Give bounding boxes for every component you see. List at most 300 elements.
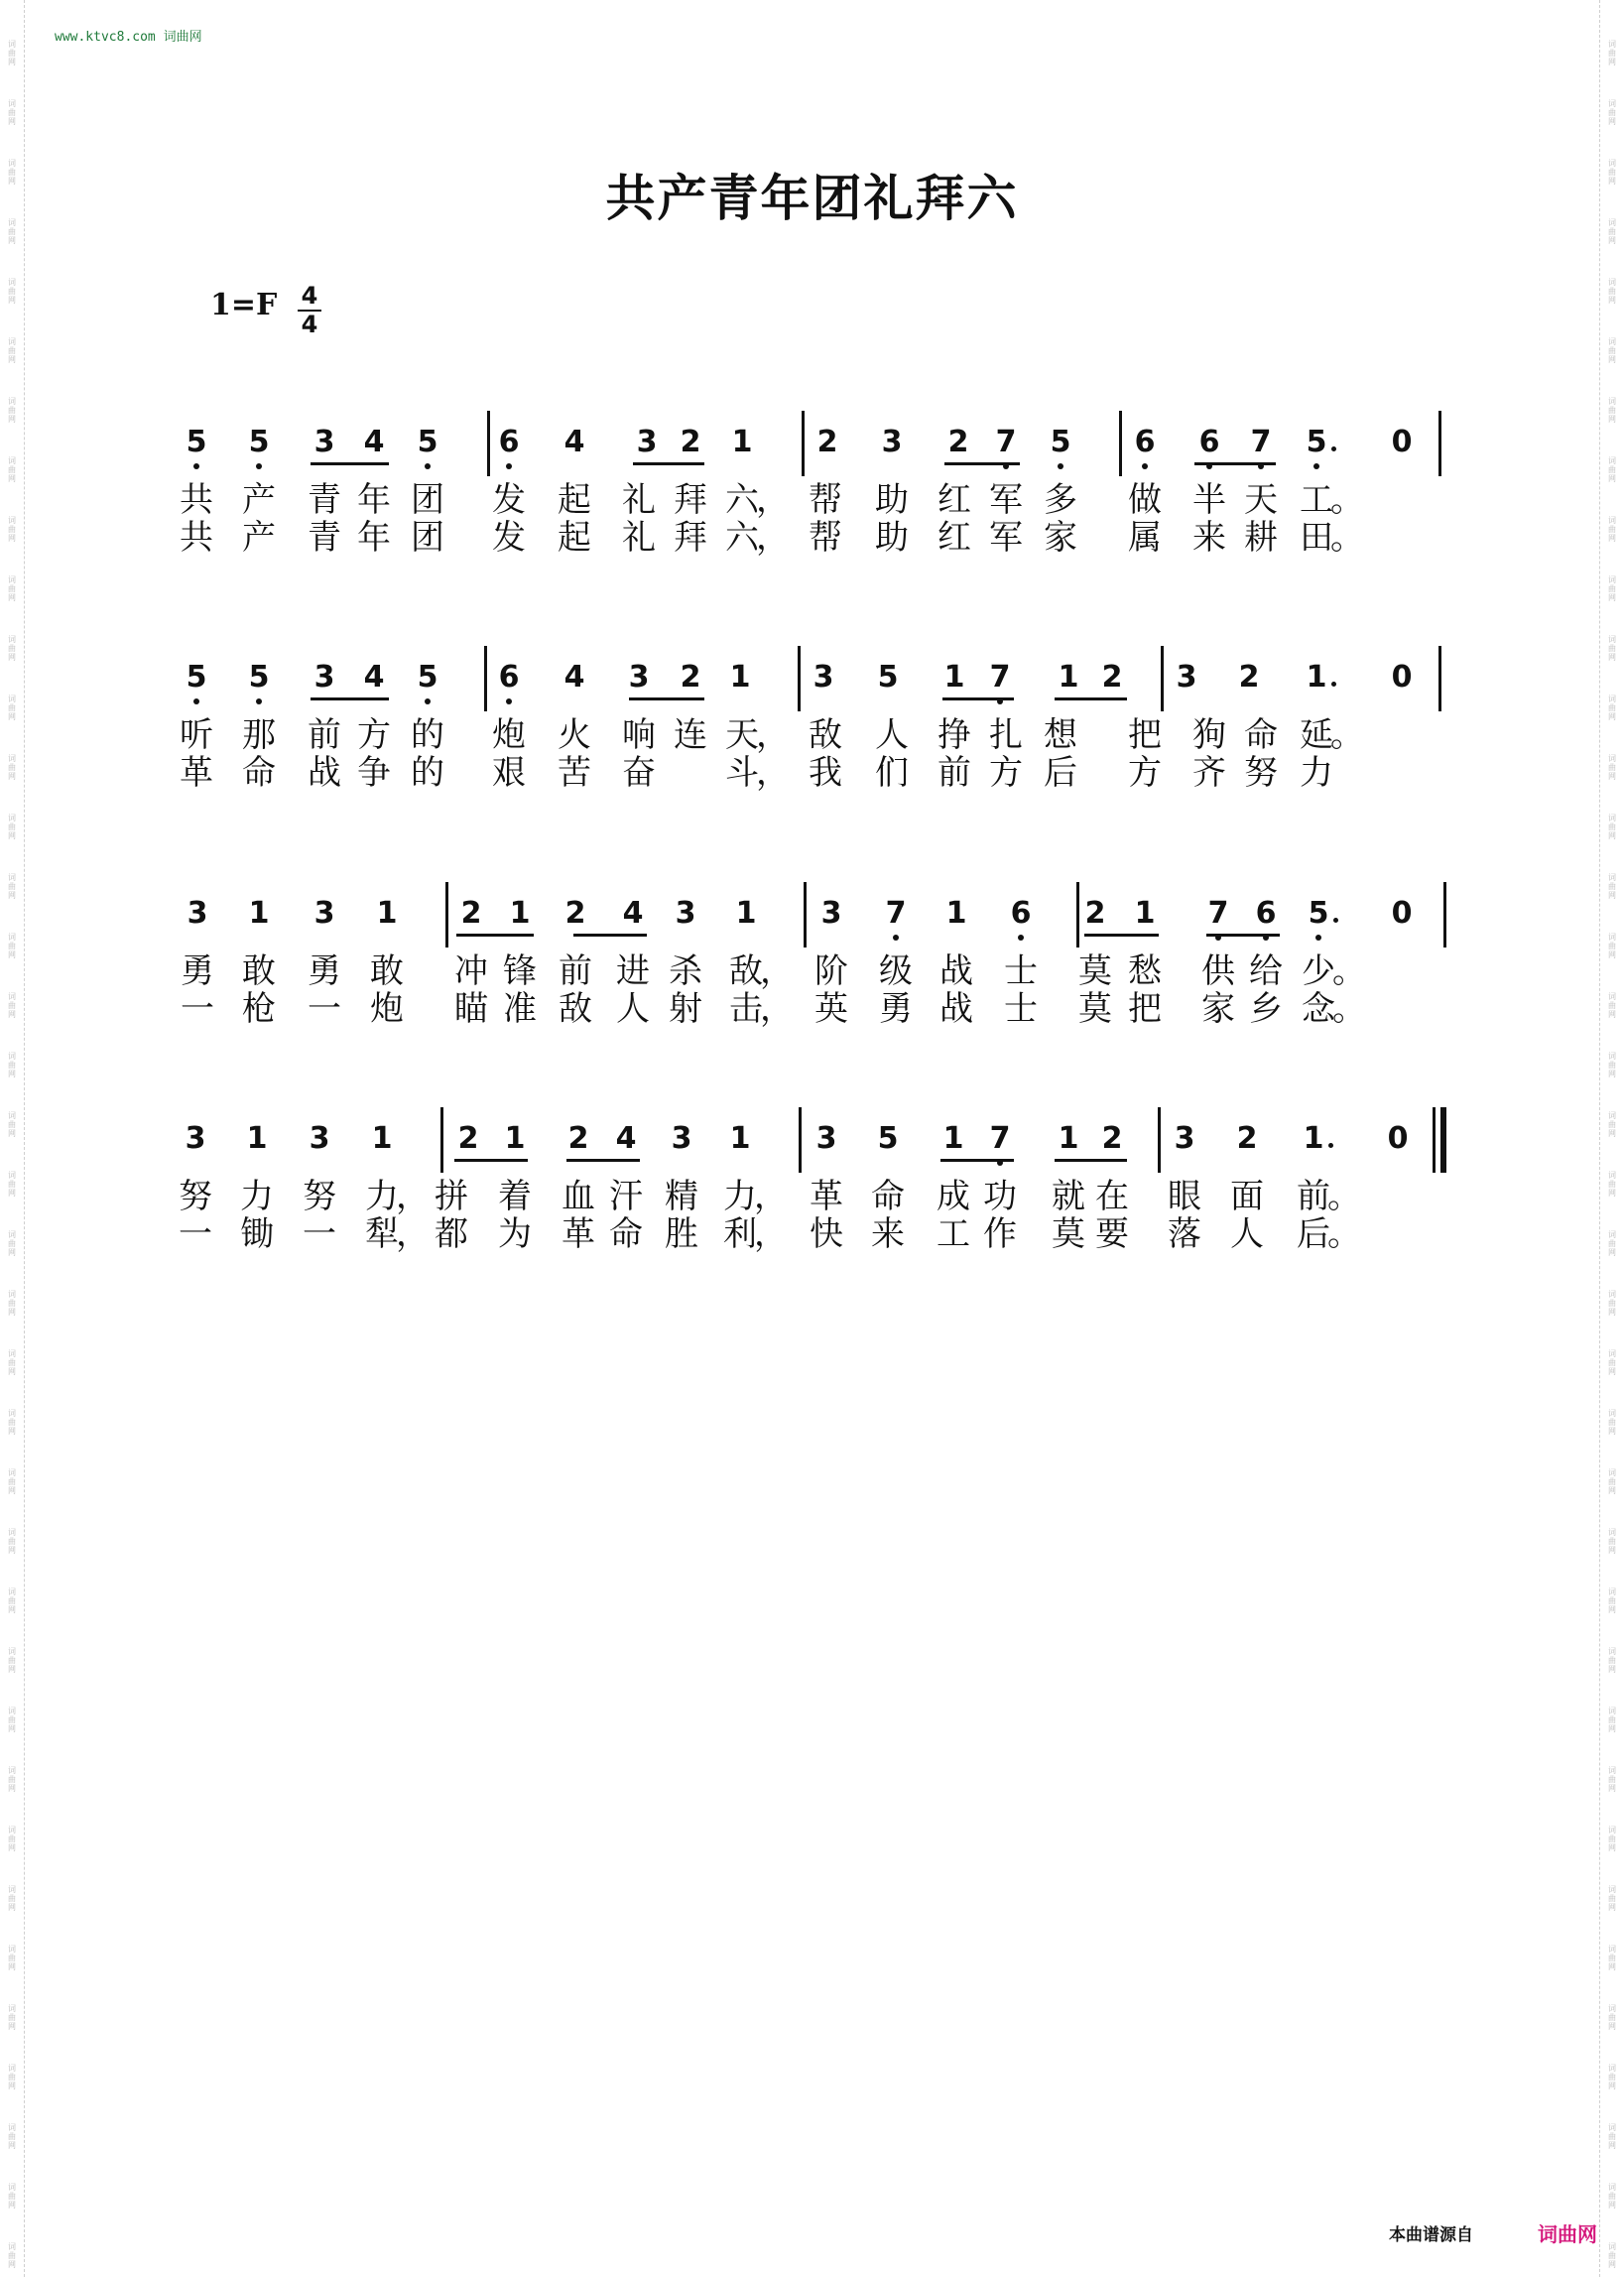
note-digit: 5 bbox=[417, 425, 438, 459]
barline bbox=[484, 646, 487, 711]
margin-watermark-glyph: 词 曲 网 bbox=[1608, 695, 1616, 721]
note-digit: 7 bbox=[1250, 425, 1272, 459]
lyric-syllable bbox=[866, 989, 926, 1029]
lyric-syllable bbox=[490, 951, 550, 991]
note bbox=[804, 660, 843, 696]
lyric-char: 产 bbox=[242, 480, 276, 520]
lower-octave-dot bbox=[506, 698, 512, 704]
lyric-char: 军 bbox=[989, 518, 1023, 558]
lyric-char: 多 bbox=[1044, 480, 1077, 520]
lyric-syllable bbox=[925, 518, 984, 558]
eighth-note-beam bbox=[944, 462, 1020, 465]
note-digit: 5 bbox=[1306, 425, 1327, 459]
lower-octave-dot bbox=[193, 463, 199, 469]
barline bbox=[445, 882, 448, 948]
lyric-syllable bbox=[661, 480, 720, 520]
lyric-syllable bbox=[1180, 518, 1239, 558]
lyric-syllable bbox=[398, 518, 457, 558]
time-signature-top: 4 bbox=[301, 282, 318, 310]
lyric-syllable bbox=[991, 951, 1051, 991]
note bbox=[720, 1121, 760, 1157]
barline bbox=[1438, 411, 1441, 476]
note bbox=[1125, 896, 1165, 932]
augmentation-dot bbox=[1333, 918, 1338, 923]
lyric-punctuation: ， bbox=[756, 480, 790, 520]
footer-site-name: 词曲网 bbox=[1538, 2222, 1597, 2246]
note bbox=[868, 1121, 908, 1157]
lyric-char: 莫 bbox=[1078, 989, 1112, 1029]
note-digit: 3 bbox=[628, 660, 650, 695]
lyric-char: 扎 bbox=[989, 715, 1023, 755]
lyric-syllable bbox=[1115, 480, 1175, 520]
lyric-syllable bbox=[1115, 951, 1175, 991]
note-digit: 3 bbox=[313, 896, 335, 931]
margin-watermark-glyph: 词 曲 网 bbox=[8, 218, 16, 245]
lyric-char: 努 bbox=[303, 1177, 336, 1216]
eighth-note-beam bbox=[1084, 934, 1159, 937]
margin-watermark-glyph: 词 曲 网 bbox=[1608, 2242, 1616, 2269]
lyric-syllable bbox=[661, 518, 720, 558]
lyric-syllable bbox=[858, 1177, 918, 1216]
lyric-char: 就 bbox=[1052, 1177, 1085, 1216]
lyric-syllable bbox=[862, 480, 922, 520]
margin-watermark-glyph: 词 曲 网 bbox=[8, 2183, 16, 2210]
footer-source-label: 本曲谱源自 bbox=[1389, 2225, 1473, 2245]
note-digit: 7 bbox=[1207, 896, 1229, 931]
note-digit: 7 bbox=[989, 660, 1011, 695]
lyric-syllable bbox=[546, 951, 605, 991]
lyric-syllable bbox=[1236, 951, 1296, 991]
lyric-syllable bbox=[344, 753, 404, 793]
lyric-syllable bbox=[656, 951, 715, 991]
lyric-char: 斗 bbox=[725, 753, 759, 793]
lyric-char: 战 bbox=[939, 989, 973, 1029]
note-digit: 4 bbox=[363, 660, 385, 695]
note bbox=[1294, 1121, 1333, 1157]
note bbox=[868, 660, 908, 696]
lyric-char: 连 bbox=[674, 715, 707, 755]
lyric-char: 一 bbox=[308, 989, 341, 1029]
lower-octave-dot bbox=[1315, 935, 1321, 941]
lyric-syllable bbox=[422, 1177, 481, 1216]
lyric-char: 眼 bbox=[1168, 1177, 1201, 1216]
lyric-syllable bbox=[802, 951, 861, 991]
margin-watermark-glyph: 词 曲 网 bbox=[1608, 1230, 1616, 1257]
note bbox=[662, 1121, 701, 1157]
lyric-char: 努 bbox=[179, 1177, 212, 1216]
note-digit: 2 bbox=[457, 1121, 479, 1156]
lyric-char: 莫 bbox=[1052, 1214, 1085, 1254]
margin-watermark-glyph: 词 曲 网 bbox=[8, 754, 16, 781]
note bbox=[305, 896, 344, 932]
lyric-char: 礼 bbox=[622, 480, 656, 520]
note bbox=[237, 1121, 277, 1157]
margin-watermark-glyph: 词 曲 网 bbox=[8, 933, 16, 959]
lyric-char: 六 bbox=[725, 518, 759, 558]
lower-octave-dot bbox=[1058, 463, 1063, 469]
margin-watermark-glyph: 词 曲 网 bbox=[1608, 1587, 1616, 1614]
note bbox=[812, 896, 851, 932]
lyric-syllable bbox=[290, 1177, 349, 1216]
margin-watermark-glyph: 词 曲 网 bbox=[1608, 1528, 1616, 1555]
note bbox=[354, 425, 394, 460]
note bbox=[489, 660, 529, 696]
lower-octave-dot bbox=[1142, 463, 1148, 469]
margin-watermark-glyph: 词 曲 网 bbox=[8, 575, 16, 602]
lyric-char: 团 bbox=[411, 480, 444, 520]
lyric-char: 力 bbox=[723, 1177, 757, 1216]
note bbox=[448, 1121, 488, 1157]
source-url-text: www.ktvc8.com bbox=[55, 30, 156, 45]
margin-watermark-glyph: 词 曲 网 bbox=[8, 1528, 16, 1555]
lyric-syllable bbox=[596, 1214, 656, 1254]
eighth-note-beam bbox=[454, 1159, 528, 1162]
note bbox=[619, 660, 659, 696]
lyric-char: 敢 bbox=[242, 951, 276, 991]
note bbox=[555, 660, 594, 696]
lyric-syllable bbox=[1031, 480, 1090, 520]
lyric-syllable bbox=[1031, 715, 1090, 755]
note-digit: 2 bbox=[1238, 660, 1260, 695]
lyric-syllable bbox=[295, 989, 354, 1029]
lyric-char: 枪 bbox=[242, 989, 276, 1029]
lyric-syllable bbox=[229, 989, 289, 1029]
lyric-syllable bbox=[357, 989, 417, 1029]
augmentation-dot bbox=[1331, 446, 1336, 451]
lyric-syllable bbox=[796, 753, 855, 793]
lyric-syllable bbox=[712, 753, 790, 793]
lyric-char: 想 bbox=[1044, 715, 1077, 755]
lyric-punctuation: 。 bbox=[1327, 1214, 1361, 1254]
note-digit: 6 bbox=[1010, 896, 1032, 931]
note bbox=[937, 896, 976, 932]
lyric-syllable bbox=[479, 480, 539, 520]
lyric-syllable bbox=[479, 518, 539, 558]
lyric-char: 齐 bbox=[1192, 753, 1226, 793]
lyric-syllable bbox=[357, 951, 417, 991]
lyric-syllable bbox=[344, 518, 404, 558]
lyric-char: 命 bbox=[609, 1214, 643, 1254]
note bbox=[1189, 425, 1229, 460]
note bbox=[239, 425, 279, 460]
lyric-syllable bbox=[970, 1177, 1030, 1216]
lyric-syllable bbox=[970, 1214, 1030, 1254]
lyric-char: 精 bbox=[665, 1177, 698, 1216]
eighth-note-beam bbox=[1055, 1159, 1127, 1162]
note bbox=[177, 660, 216, 696]
lyric-syllable bbox=[609, 518, 669, 558]
note-digit: 2 bbox=[1236, 1121, 1258, 1156]
lyric-char: 愁 bbox=[1128, 951, 1162, 991]
lyric-char: 锄 bbox=[240, 1214, 274, 1254]
lyric-char: 狗 bbox=[1192, 715, 1226, 755]
margin-watermark-glyph: 词 曲 网 bbox=[1608, 1171, 1616, 1198]
lyric-char: 听 bbox=[180, 715, 213, 755]
lyric-char: 级 bbox=[879, 951, 913, 991]
lyric-syllable bbox=[991, 989, 1051, 1029]
lyric-syllable bbox=[652, 1214, 711, 1254]
note-digit: 5 bbox=[417, 660, 438, 695]
lyric-char: 革 bbox=[180, 753, 213, 793]
lyric-char: 都 bbox=[435, 1214, 468, 1254]
eighth-note-beam bbox=[942, 697, 1014, 700]
note-digit: 1 bbox=[371, 1121, 393, 1156]
lyric-char: 工 bbox=[1300, 480, 1333, 520]
eighth-note-beam bbox=[1206, 934, 1280, 937]
margin-watermark-glyph: 词 曲 网 bbox=[1608, 1826, 1616, 1852]
note-digit: 3 bbox=[636, 425, 658, 459]
lyric-syllable bbox=[596, 1177, 656, 1216]
note bbox=[1241, 425, 1281, 460]
lyric-char: 进 bbox=[616, 951, 650, 991]
margin-watermark-glyph: 词 曲 网 bbox=[8, 337, 16, 364]
note-digit: 1 bbox=[735, 896, 757, 931]
lyric-char: 敌 bbox=[729, 951, 763, 991]
note bbox=[1297, 425, 1336, 460]
lyric-char: 一 bbox=[181, 989, 214, 1029]
barline bbox=[1119, 411, 1122, 476]
lyric-char: 在 bbox=[1095, 1177, 1129, 1216]
lyric-punctuation: ， bbox=[754, 1214, 788, 1254]
margin-watermark-glyph: 词 曲 网 bbox=[1608, 1707, 1616, 1733]
lyric-syllable bbox=[352, 1214, 430, 1254]
lyric-char: 准 bbox=[503, 989, 537, 1029]
note bbox=[300, 1121, 339, 1157]
lyric-char: 前 bbox=[559, 951, 592, 991]
lyric-syllable bbox=[1287, 518, 1364, 558]
note bbox=[1246, 896, 1286, 932]
source-site-name: 词曲网 bbox=[163, 30, 202, 45]
margin-watermark-glyph: 词 曲 网 bbox=[8, 695, 16, 721]
lower-octave-dot bbox=[425, 698, 431, 704]
note-digit: 3 bbox=[815, 1121, 837, 1156]
margin-watermark-glyph: 词 曲 网 bbox=[1608, 1468, 1616, 1495]
song-title: 共产青年团礼拜六 bbox=[605, 170, 1019, 227]
lyric-char: 士 bbox=[1004, 989, 1038, 1029]
note-digit: 2 bbox=[1084, 896, 1106, 931]
lyric-syllable bbox=[710, 1177, 788, 1216]
lyric-syllable bbox=[1115, 518, 1175, 558]
margin-watermark-glyph: 词 曲 网 bbox=[8, 40, 16, 66]
lyric-syllable bbox=[976, 480, 1036, 520]
lyric-syllable bbox=[229, 480, 289, 520]
note-digit: 5 bbox=[186, 425, 207, 459]
lyric-punctuation: ， bbox=[756, 753, 790, 793]
margin-watermark-glyph: 词 曲 网 bbox=[8, 2123, 16, 2150]
note bbox=[305, 425, 344, 460]
note-digit: 2 bbox=[680, 660, 701, 695]
time-signature bbox=[298, 284, 321, 337]
note-digit: 6 bbox=[498, 425, 520, 459]
lyric-syllable bbox=[1284, 1177, 1361, 1216]
lyric-char: 战 bbox=[939, 951, 973, 991]
lyric-char: 人 bbox=[1230, 1214, 1264, 1254]
lyric-syllable bbox=[925, 753, 984, 793]
note bbox=[1001, 896, 1041, 932]
lyric-syllable bbox=[166, 1214, 225, 1254]
note bbox=[1165, 1121, 1204, 1157]
lyric-punctuation: 。 bbox=[1332, 989, 1366, 1029]
final-barline-thick bbox=[1440, 1107, 1446, 1173]
note bbox=[986, 425, 1026, 460]
lyric-punctuation: 。 bbox=[1332, 951, 1366, 991]
lyric-char: 力 bbox=[1300, 753, 1333, 793]
lyric-syllable bbox=[1287, 753, 1346, 793]
lyric-char: 命 bbox=[1244, 715, 1278, 755]
margin-watermark-glyph: 词 曲 网 bbox=[8, 814, 16, 840]
lyric-punctuation: ， bbox=[756, 518, 790, 558]
lyric-char: 把 bbox=[1128, 715, 1162, 755]
lyric-char: 要 bbox=[1095, 1214, 1129, 1254]
lyric-char: 家 bbox=[1044, 518, 1077, 558]
lyric-syllable bbox=[1231, 518, 1291, 558]
margin-watermark-glyph: 词 曲 网 bbox=[8, 1290, 16, 1317]
margin-watermark-glyph: 词 曲 网 bbox=[8, 873, 16, 900]
margin-watermark-glyph: 词 曲 网 bbox=[1608, 516, 1616, 543]
note bbox=[671, 425, 710, 460]
lyric-punctuation: ， bbox=[760, 989, 794, 1029]
note-digit: 3 bbox=[309, 1121, 330, 1156]
lyric-char: 革 bbox=[810, 1177, 843, 1216]
note-digit: 1 bbox=[943, 660, 965, 695]
lyric-syllable bbox=[862, 753, 922, 793]
margin-watermark-glyph: 词 曲 网 bbox=[8, 1885, 16, 1912]
margin-watermark-glyph: 词 曲 网 bbox=[1608, 575, 1616, 602]
note bbox=[980, 1121, 1020, 1157]
margin-watermark-glyph: 词 曲 网 bbox=[8, 1647, 16, 1674]
lyric-char: 艰 bbox=[492, 753, 526, 793]
lyric-syllable bbox=[485, 1214, 545, 1254]
eighth-note-beam bbox=[566, 1159, 640, 1162]
lyric-syllable bbox=[927, 951, 986, 991]
lyric-char: 的 bbox=[411, 753, 444, 793]
note bbox=[1041, 425, 1080, 460]
lyric-syllable bbox=[797, 1177, 856, 1216]
lyric-syllable bbox=[227, 1214, 287, 1254]
note bbox=[627, 425, 667, 460]
note bbox=[354, 660, 394, 696]
note bbox=[808, 425, 847, 460]
lyric-char: 助 bbox=[875, 518, 909, 558]
note bbox=[305, 660, 344, 696]
lyric-syllable bbox=[167, 753, 226, 793]
lyric-char: 起 bbox=[558, 480, 591, 520]
lyric-char: 把 bbox=[1128, 989, 1162, 1029]
lyric-syllable bbox=[716, 951, 794, 991]
note-digit: 7 bbox=[885, 896, 907, 931]
lyric-char: 共 bbox=[180, 518, 213, 558]
lyric-char: 击 bbox=[729, 989, 763, 1029]
lyric-syllable bbox=[609, 715, 669, 755]
note bbox=[489, 425, 529, 460]
barline bbox=[798, 646, 801, 711]
lyric-char: 瞄 bbox=[454, 989, 488, 1029]
note-digit: 1 bbox=[509, 896, 531, 931]
lyric-char: 助 bbox=[875, 480, 909, 520]
lyric-punctuation: ， bbox=[754, 1177, 788, 1216]
lyric-syllable bbox=[796, 715, 855, 755]
note-digit: 0 bbox=[1391, 425, 1413, 459]
lyric-syllable bbox=[858, 1214, 918, 1254]
eighth-note-beam bbox=[456, 934, 534, 937]
lyric-char: 家 bbox=[1201, 989, 1235, 1029]
lyric-char: 的 bbox=[411, 715, 444, 755]
note-digit: 7 bbox=[995, 425, 1017, 459]
lyric-char: 力 bbox=[240, 1177, 274, 1216]
note bbox=[872, 425, 912, 460]
lyric-syllable bbox=[802, 989, 861, 1029]
note-digit: 5 bbox=[186, 660, 207, 695]
lyric-char: 共 bbox=[180, 480, 213, 520]
lyric-syllable bbox=[167, 480, 226, 520]
lyric-char: 供 bbox=[1201, 951, 1235, 991]
lyric-char: 后 bbox=[1044, 753, 1077, 793]
lyric-syllable bbox=[797, 1214, 856, 1254]
lyric-char: 炮 bbox=[370, 989, 404, 1029]
note bbox=[938, 425, 978, 460]
lyric-syllable bbox=[656, 989, 715, 1029]
lyric-char: 血 bbox=[562, 1177, 595, 1216]
lyric-syllable bbox=[976, 518, 1036, 558]
note bbox=[807, 1121, 846, 1157]
lyric-char: 快 bbox=[810, 1214, 843, 1254]
note-digit: 5 bbox=[1308, 896, 1329, 931]
barline bbox=[1443, 882, 1446, 948]
lyric-char: 命 bbox=[242, 753, 276, 793]
lyric-char: 来 bbox=[871, 1214, 905, 1254]
lyric-char: 田 bbox=[1300, 518, 1333, 558]
note-digit: 1 bbox=[729, 1121, 751, 1156]
score-system-4 bbox=[0, 1121, 1624, 1320]
note-digit: 6 bbox=[498, 660, 520, 695]
lyric-punctuation: 。 bbox=[1330, 480, 1364, 520]
note-digit: 5 bbox=[248, 660, 270, 695]
note bbox=[1092, 660, 1132, 696]
note-digit: 3 bbox=[187, 896, 208, 931]
lyric-syllable bbox=[1155, 1214, 1214, 1254]
note bbox=[367, 896, 407, 932]
lyric-char: 功 bbox=[983, 1177, 1017, 1216]
key-signature: 1=F bbox=[210, 288, 278, 322]
lyric-syllable bbox=[1217, 1177, 1277, 1216]
lyric-char: 延 bbox=[1300, 715, 1333, 755]
margin-watermark-glyph: 词 曲 网 bbox=[1608, 1647, 1616, 1674]
note bbox=[239, 660, 279, 696]
lyric-syllable bbox=[479, 715, 539, 755]
note-digit: 3 bbox=[675, 896, 696, 931]
lyric-syllable bbox=[925, 715, 984, 755]
margin-watermark-glyph: 词 曲 网 bbox=[8, 99, 16, 126]
lyric-syllable bbox=[352, 1177, 430, 1216]
lyric-char: 利 bbox=[723, 1214, 757, 1254]
note-digit: 3 bbox=[881, 425, 903, 459]
margin-watermark-glyph: 词 曲 网 bbox=[1608, 814, 1616, 840]
lyric-char: 青 bbox=[308, 480, 341, 520]
lyric-syllable bbox=[545, 518, 604, 558]
lyric-char: 前 bbox=[308, 715, 341, 755]
lyric-char: 胜 bbox=[665, 1214, 698, 1254]
note-digit: 2 bbox=[564, 896, 586, 931]
note-digit: 1 bbox=[504, 1121, 526, 1156]
note bbox=[1378, 1121, 1418, 1157]
lyric-char: 勇 bbox=[181, 951, 214, 991]
lyric-syllable bbox=[796, 518, 855, 558]
lyric-syllable bbox=[1231, 753, 1291, 793]
margin-watermark-glyph: 词 曲 网 bbox=[1608, 933, 1616, 959]
lyric-syllable bbox=[1289, 951, 1366, 991]
barline bbox=[802, 411, 805, 476]
lyric-syllable bbox=[229, 951, 289, 991]
